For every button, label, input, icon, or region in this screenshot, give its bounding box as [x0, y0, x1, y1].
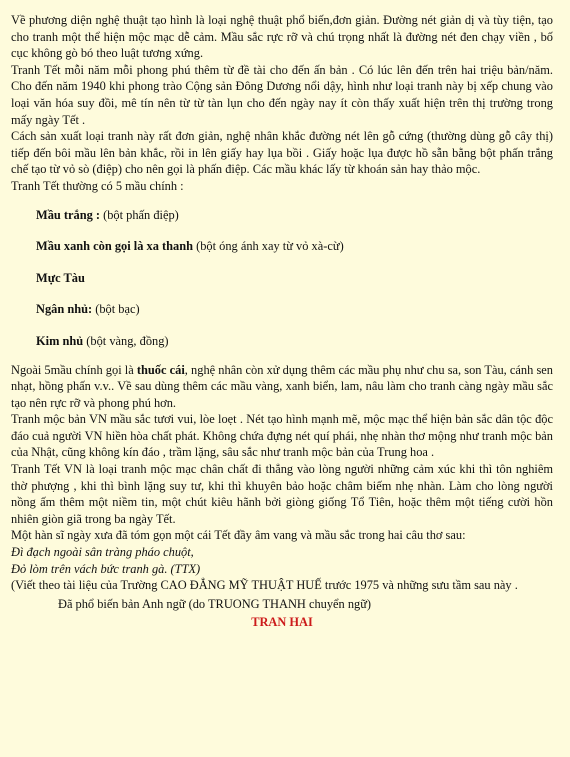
color-desc: (bột vàng, đồng) [83, 333, 169, 348]
text-span: , nghệ nhân còn xử dụng thêm các mầu phụ như chu sa, son Tàu, cánh sen nhạt, hồng phấn v.v.. Về sau dùng thêm các mầu vàng, xanh biển, lam, nâu làm cho tranh càng ngày mầu sắc tạo nên rực rỡ và phong phú hơn. [11, 362, 553, 410]
translation-credit: Đã phổ biến bản Anh ngữ (do TRUONG THANH chuyển ngữ) [58, 596, 372, 611]
color-term: Mầu xanh còn gọi là xa thanh [36, 239, 193, 254]
paragraph-art-style: Về phương diện nghệ thuật tạo hình là loại nghệ thuật phổ biến,đơn giản. Đường nét giản dị và tùy tiện, tạo cho tranh một thể hiện mộc mạc dễ cảm. Mầu sắc rực rỡ và chú trọng nhất là đường nét đen chạy viền , bố cục không gò bó theo luật tương xứng. [11, 13, 553, 61]
paragraph-production: Cách sản xuất loại tranh này rất đơn giản, nghệ nhân khắc đường nét lên gỗ cứng (thường dùng gỗ cây thị) tiếp đến bôi mầu lên bản khắc, rồi in lên giấy hay lụa bồi . Giấy hoặc lụa được hồ sẵn bằng bột phấn trắng chế tạo từ vỏ sò (điệp) cho nên gọi là phấn điệp. Các mầu khác lấy từ khoán sản hay thảo mộc. [11, 129, 553, 177]
color-item-silver [36, 301, 553, 318]
term-thuoc-cai: thuốc cái [136, 362, 185, 377]
color-term: Mực Tàu [36, 270, 85, 285]
color-item-ink [36, 270, 553, 287]
poem-line: Đỏ lòm trên vách bức tranh gà. (TTX) [11, 561, 201, 576]
color-desc: (bột bạc) [92, 302, 140, 317]
color-list [11, 207, 553, 350]
paragraph-history: Tranh Tết mỗi năm mỗi phong phú thêm từ đề tài cho đến ấn bản . Có lúc lên đến trên hai triệu bản/năm. Cho đến năm 1940 khi phong trào Cộng sản Đông Dương nổi dậy, hình như loại tranh này bị xếp chung vào loại văn hóa suy đồi, mê tín nên từ từ tàn lụn cho đến ngày nay ít còn thấy xuất hiện trên thị trường trong mấy ngày Tết . [11, 62, 553, 127]
paragraph-poem-intro: Một hàn sĩ ngày xưa đã tóm gọn một cái Tết đầy âm vang và mầu sắc trong hai câu thơ sau: [11, 528, 466, 543]
text-span: Ngoài 5mầu chính gọi là [11, 362, 137, 377]
paragraph-emotion: Tranh Tết VN là loại tranh mộc mạc chân chất đi thẳng vào lòng người những cảm xúc khi thì tôn nghiêm thờ phượng , khi thì bình lặng suy tư, khi thì khuyên bảo hoặc châm biếm nhẹ nhàn. Làm cho lòng người nồng ấm thêm một niềm tin, một chút kiêu hãnh bởi giòng giống Tổ Tiên, hoặc thêm một tiếng cười hồn nhiên giòn giã trong ba ngày Tết. [11, 462, 553, 526]
color-item-gold [36, 333, 553, 350]
author-signature: TRAN HAI [251, 615, 313, 630]
color-desc: (bột phấn điệp) [100, 207, 179, 222]
color-term: Mầu trắng : [36, 207, 101, 222]
paragraph-character: Tranh mộc bản VN mầu sắc tươi vui, lòe loẹt . Nét tạo hình mạnh mẽ, mộc mạc thể hiện bản sắc dân tộc độc đáo cuả người VN hiền hòa chất phát. Không chứa đựng nét quí phái, nhẹ nhàn thơ mộng như tranh mộc bản của Nhật, cũng không kín đáo , trầm lặng, sâu sắc như tranh mộc bản của Trung hoa . [11, 412, 553, 460]
poem [11, 544, 553, 577]
color-term: Kim nhủ [36, 333, 84, 348]
color-item-white [36, 207, 553, 224]
color-term: Ngân nhủ: [36, 302, 93, 317]
poem-line: Đì đạch ngoài sân tràng pháo chuột, [11, 545, 194, 560]
source-note: (Viết theo tài liệu của Trường CAO ĐẲNG MỸ THUẬT HUẾ trước 1975 và những sưu tầm sau này . [11, 578, 518, 593]
color-desc: (bột óng ánh xay từ vỏ xà-cừ) [192, 239, 344, 254]
color-item-blue [36, 238, 553, 255]
paragraph-extra-colors [11, 362, 553, 412]
paragraph-colors-intro: Tranh Tết thường có 5 mầu chính : [11, 178, 184, 193]
